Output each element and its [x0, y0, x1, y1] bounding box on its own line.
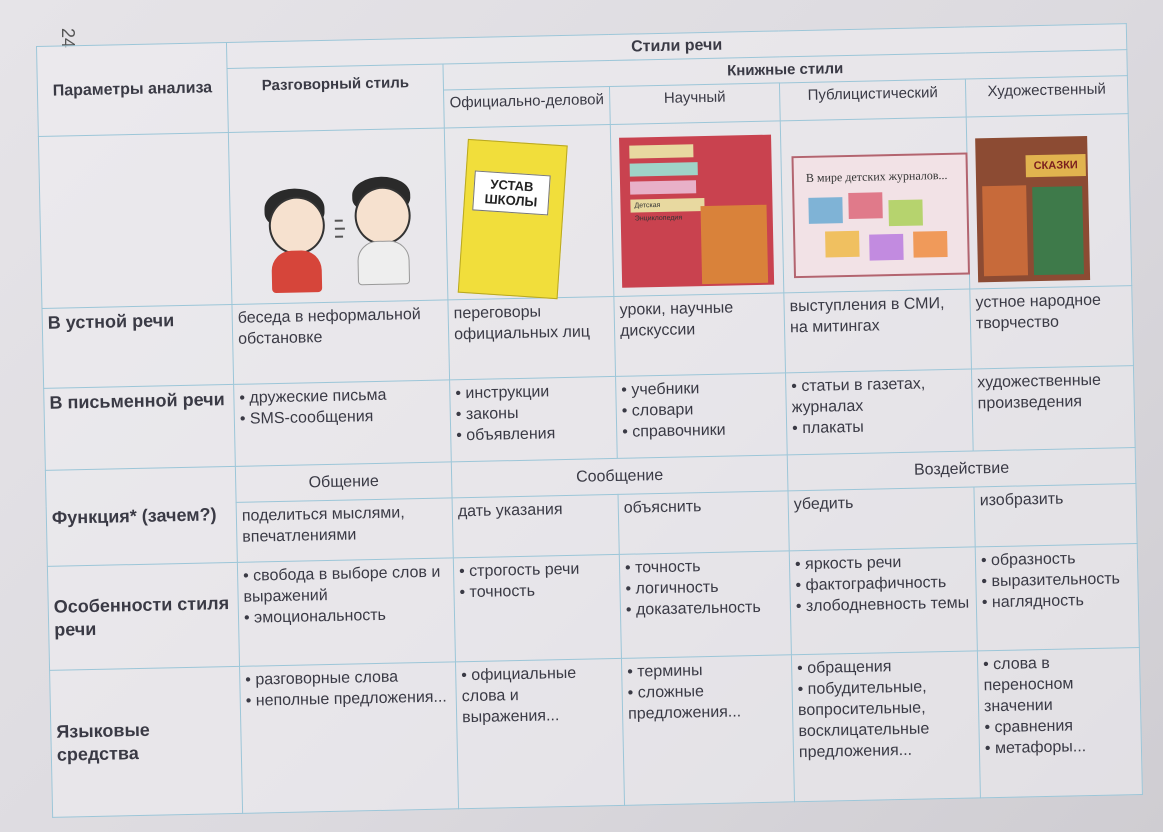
- list-item: • фактографичность: [795, 572, 970, 597]
- list-item: • яркость речи: [795, 551, 970, 576]
- oral-official: переговоры официальных лиц: [448, 296, 616, 379]
- written-artistic: художественные произведения: [971, 366, 1135, 451]
- scientific-style-header: Научный: [609, 83, 780, 125]
- list-item: • выразительность: [981, 568, 1132, 592]
- function-conversational: поделиться мыслями, впечатлениями: [236, 498, 453, 563]
- artistic-style-header: Художественный: [965, 76, 1128, 117]
- list-item: • плакаты: [792, 415, 967, 440]
- params-header: [37, 43, 229, 137]
- written-publicistic: [786, 369, 974, 455]
- list-item: • доказательность: [626, 596, 785, 620]
- list-item: • неполные предложения...: [246, 686, 451, 711]
- list-item: • образность: [981, 547, 1132, 571]
- oral-scientific: уроки, научные дискуссии: [614, 293, 786, 377]
- written-speech-label: В письменной речи: [44, 384, 236, 470]
- fairytales-label: СКАЗКИ: [1026, 154, 1086, 177]
- table-title: Стили речи: [226, 24, 1126, 69]
- list-item: • злободневность темы: [796, 593, 971, 618]
- features-publicistic: [789, 547, 977, 655]
- conversational-illustration: [228, 128, 448, 304]
- list-item: • разговорные слова: [245, 665, 450, 690]
- boy-head: [354, 186, 411, 245]
- artistic-illustration: [966, 114, 1132, 289]
- language-publicistic: [791, 651, 980, 802]
- function-influence: Воздействие: [787, 448, 1136, 491]
- conversational-style-header: Разговорный стиль: [227, 64, 444, 133]
- speech-styles-table: [36, 23, 1143, 818]
- boy-body: [357, 240, 410, 285]
- oral-publicistic: выступления в СМИ, на митингах: [784, 289, 972, 373]
- list-item: • термины: [627, 658, 786, 682]
- school-charter-book: [458, 139, 568, 299]
- list-item: • точность: [459, 579, 614, 603]
- list-item: • дружеские письма: [239, 384, 444, 409]
- page-number: 24: [58, 28, 78, 49]
- speech-styles-table-wrapper: [36, 23, 1142, 818]
- list-item: • статьи в газетах, журналах: [791, 373, 967, 419]
- list-item: • логичность: [625, 575, 784, 599]
- publicistic-style-header: Публицистический: [779, 79, 966, 121]
- function-publicistic: убедить: [788, 487, 975, 551]
- language-official: [455, 658, 624, 808]
- function-artistic: изобразить: [974, 484, 1137, 547]
- list-item: • учебники: [621, 376, 780, 400]
- official-illustration: [444, 124, 614, 299]
- list-item: • объявления: [456, 422, 611, 446]
- official-style-header: Официально-деловой: [444, 86, 611, 127]
- features-artistic: [975, 544, 1139, 651]
- list-item: • инструкции: [455, 380, 610, 404]
- girl-head: [268, 196, 325, 255]
- list-item: • законы: [456, 401, 611, 425]
- written-scientific: [616, 373, 788, 459]
- list-item: • словари: [622, 397, 781, 421]
- list-item: • SMS-сообщения: [240, 405, 445, 430]
- encyclopedia-books: Детская Энциклопедия: [619, 135, 774, 288]
- oral-conversational: беседа в неформальной обстановке: [232, 300, 450, 385]
- list-item: • сравнения: [984, 714, 1135, 738]
- oral-artistic: устное народное творчество: [970, 286, 1134, 369]
- list-item: • точность: [625, 554, 784, 578]
- list-item: • обращения: [797, 655, 972, 680]
- list-item: • официальные слова и выражения...: [461, 662, 617, 728]
- function-official: дать указания: [452, 494, 619, 557]
- list-item: • наглядность: [982, 589, 1133, 613]
- scientific-illustration: [610, 121, 784, 297]
- function-message: Сообщение: [451, 455, 788, 498]
- language-scientific: [621, 655, 794, 806]
- features-official: [453, 554, 621, 661]
- school-charter-label: УСТАВ ШКОЛЫ: [472, 170, 550, 215]
- list-item: • побудительные, вопросительные, восклицательные предложения...: [797, 676, 974, 764]
- empty-image-row-label: [38, 132, 232, 308]
- language-means-label: Языковые средства: [50, 666, 243, 817]
- list-item: • эмоциональность: [244, 603, 449, 628]
- language-artistic: [977, 648, 1142, 798]
- oral-speech-label: В устной речи: [42, 304, 234, 388]
- features-scientific: [619, 551, 791, 659]
- params-label: Параметры анализа: [52, 79, 213, 100]
- list-item: • метафоры...: [985, 735, 1136, 759]
- girl-body: [271, 250, 322, 293]
- publicistic-illustration: [780, 117, 970, 293]
- bookish-styles-header: Книжные стили: [443, 50, 1127, 90]
- list-item: • слова в переносном значении: [983, 651, 1135, 717]
- list-item: • сложные предложения...: [627, 679, 787, 724]
- function-communication: Общение: [235, 462, 452, 503]
- list-item: • справочники: [622, 418, 781, 442]
- language-conversational: [240, 662, 459, 813]
- list-item: • строгость речи: [459, 558, 614, 582]
- list-item: • свобода в выборе слов и выражений: [243, 561, 449, 607]
- features-conversational: [237, 558, 455, 667]
- written-official: [450, 376, 618, 461]
- magazine-title: В мире детских журналов...: [805, 167, 948, 185]
- written-conversational: [234, 380, 452, 467]
- function-label: Функция* (зачем?): [45, 466, 237, 566]
- function-scientific: объяснить: [618, 491, 789, 555]
- fairytales-book: [975, 136, 1090, 282]
- features-label: Особенности стиля речи: [47, 562, 239, 670]
- magazine-spread: [791, 153, 970, 279]
